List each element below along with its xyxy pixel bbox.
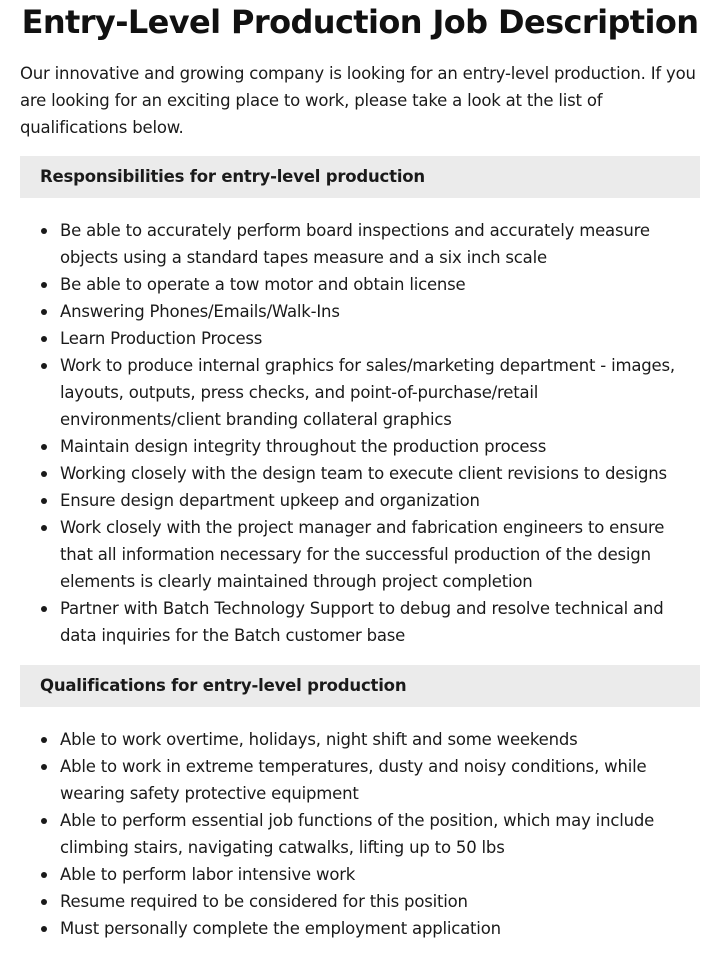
list-item [60,753,700,807]
qualifications-list [20,726,700,942]
list-item [60,595,700,649]
list-item-text: Ensure design department upkeep and organization [60,491,480,510]
list-item-text: Work to produce internal graphics for sales/marketing department - images, layouts, outputs, press checks, and point-of-purchase/retail environments/client branding collateral graphics [60,356,675,429]
bullet-icon [41,525,47,531]
list-item-text: Resume required to be considered for this position [60,892,468,911]
list-item-text: Able to perform labor intensive work [60,865,356,884]
bullet-icon [41,498,47,504]
list-item [60,888,700,915]
list-item [60,861,700,888]
bullet-icon [41,926,47,932]
list-item [60,514,700,595]
list-item [60,298,700,325]
list-item [60,915,700,942]
list-item [60,271,700,298]
bullet-icon [41,818,47,824]
bullet-icon [41,444,47,450]
list-item-text: Partner with Batch Technology Support to debug and resolve technical and data inquiries for the Batch customer base [60,599,664,645]
list-item-text: Be able to accurately perform board inspections and accurately measure objects using a standard tapes measure and a six inch scale [60,221,650,267]
list-item-text: Must personally complete the employment application [60,919,501,938]
list-item [60,726,700,753]
list-item-text: Be able to operate a tow motor and obtain license [60,275,466,294]
list-item [60,807,700,861]
list-item [60,325,700,352]
bullet-icon [41,737,47,743]
bullet-icon [41,282,47,288]
bullet-icon [41,764,47,770]
bullet-icon [41,471,47,477]
responsibilities-heading: Responsibilities for entry-level production [20,156,700,198]
page-title: Entry-Level Production Job Description [21,3,699,41]
list-item [60,460,700,487]
list-item-text: Working closely with the design team to execute client revisions to designs [60,464,667,483]
list-item-text: Learn Production Process [60,329,263,348]
list-item [60,487,700,514]
list-item-text: Answering Phones/Emails/Walk-Ins [60,302,340,321]
list-item [60,217,700,271]
list-item [60,433,700,460]
list-item-text: Able to work in extreme temperatures, dusty and noisy conditions, while wearing safety protective equipment [60,757,647,803]
intro-paragraph: Our innovative and growing company is looking for an entry-level production. If you are looking for an exciting place to work, please take a look at the list of qualifications below. [20,64,696,137]
qualifications-heading: Qualifications for entry-level production [20,665,700,707]
list-item [60,352,700,433]
list-item-text: Maintain design integrity throughout the production process [60,437,547,456]
bullet-icon [41,606,47,612]
bullet-icon [41,899,47,905]
bullet-icon [41,228,47,234]
responsibilities-list [20,217,700,649]
bullet-icon [41,872,47,878]
list-item-text: Able to work overtime, holidays, night shift and some weekends [60,730,578,749]
bullet-icon [41,363,47,369]
bullet-icon [41,336,47,342]
list-item-text: Able to perform essential job functions of the position, which may include climbing stairs, navigating catwalks, lifting up to 50 lbs [60,811,655,857]
list-item-text: Work closely with the project manager and fabrication engineers to ensure that all information necessary for the successful production of the design elements is clearly maintained through project completion [60,518,665,591]
bullet-icon [41,309,47,315]
